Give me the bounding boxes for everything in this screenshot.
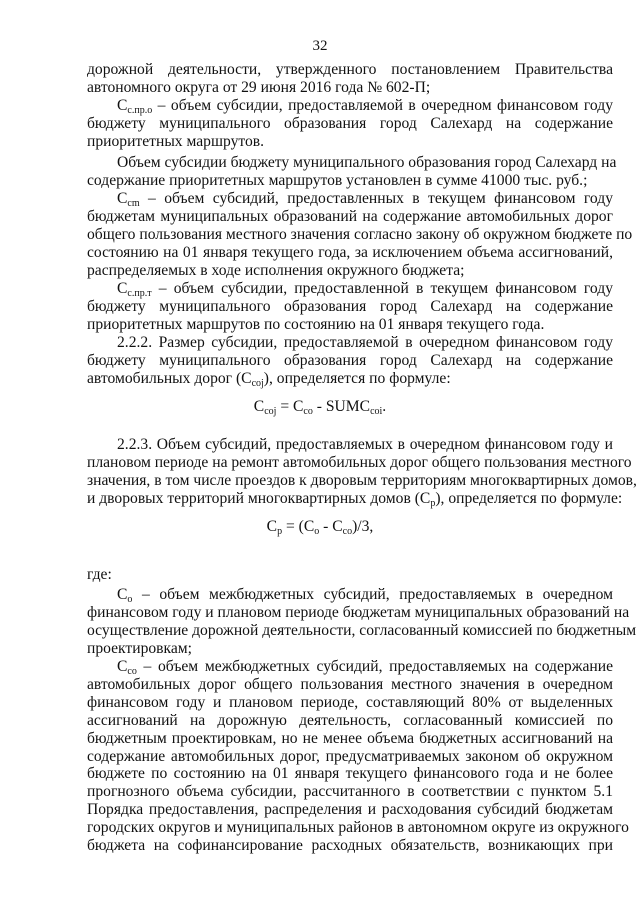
paragraph-co-definition bbox=[87, 586, 637, 658]
text-line: $С_{с.пр.т}$ – объем субсидии, предоставленной в текущем финансовом году bbox=[117, 280, 613, 299]
paragraph-2-2-2 bbox=[87, 334, 613, 388]
text-line: и дворовых территорий многоквартирных домов $(С_р)$, определяется по формуле: bbox=[87, 489, 623, 509]
text-line: автомобильных дорог $(С_{соj})$, определяется по формуле: bbox=[87, 369, 451, 389]
text-line: бюджету муниципального образования город Салехард на содержание bbox=[87, 297, 613, 315]
paragraph-csm-definition bbox=[87, 190, 633, 280]
text-line: дорожной деятельности, утвержденного постановлением Правительства bbox=[87, 61, 613, 78]
paragraph-road-activity bbox=[87, 61, 613, 97]
text-line: распределяемых в ходе исполнения окружного бюджета; bbox=[87, 261, 465, 279]
formula-csoj: $С_{соj} = С_{со}$ - $SUMС_{соi}$. bbox=[253, 398, 387, 417]
text-line: Порядка предоставления, распределения и расходования субсидий бюджетам bbox=[87, 801, 613, 819]
text-line: плановом периоде на ремонт автомобильных дорог общего пользования местного bbox=[87, 453, 632, 471]
text-line: содержание автомобильных дорог, предусматриваемых законом об окружном bbox=[87, 747, 613, 765]
text-line: ассигнований на дорожную деятельность, согласованный комиссией по bbox=[87, 711, 613, 729]
where-label: где: bbox=[87, 566, 112, 583]
text-line: бюджету муниципального образования город Салехард на содержание bbox=[87, 114, 613, 132]
text-line: $С_{с.пр.о}$ – объем субсидии, предоставляемой в очередном финансовом году bbox=[117, 97, 613, 116]
text-line: значения, в том числе проездов к дворовым территориям многоквартирных домов, bbox=[87, 471, 637, 489]
text-line: состоянию на 01 января текущего года, за исключением объема ассигнований, bbox=[87, 243, 613, 261]
text-line: бюджетам муниципальных образований на содержание автомобильных дорог bbox=[87, 207, 613, 225]
text-line: 2.2.3. Объем субсидий, предоставляемых в очередном финансовом году и bbox=[117, 436, 613, 453]
text-line: осуществление дорожной деятельности, согласованный комиссией по бюджетным bbox=[87, 621, 637, 639]
text-line: приоритетных маршрутов по состоянию на 01 января текущего года. bbox=[87, 315, 545, 333]
text-line: содержание приоритетных маршрутов установлен в сумме 41000 тыс. руб.; bbox=[87, 171, 588, 189]
text-line: автомобильных дорог общего пользования местного значения в очередном bbox=[87, 675, 613, 693]
text-line: $С_{сm}$ – объем субсидий, предоставленных в текущем финансовом году bbox=[117, 190, 613, 209]
paragraph-subsidy-volume bbox=[87, 154, 617, 190]
paragraph-cso-definition bbox=[87, 658, 629, 855]
text-line: $С_о$ – объем межбюджетных субсидий, предоставляемых в очередном bbox=[117, 586, 613, 605]
paragraph-2-2-3 bbox=[87, 436, 637, 509]
paragraph-csprio-definition bbox=[87, 97, 613, 151]
text-line: 2.2.2. Размер субсидии, предоставляемой в очередном финансовом году bbox=[117, 334, 613, 351]
text-line: бюджета на софинансирование расходных обязательств, возникающих при bbox=[87, 837, 613, 855]
text-line: автономного округа от 29 июня 2016 года № 602-П; bbox=[87, 78, 431, 96]
text-line: городских округов и муниципальных районов в автономном округе из окружного bbox=[87, 819, 629, 837]
paragraph-csprt-definition bbox=[87, 280, 613, 334]
text-line: бюджете по состоянию на 01 января текущего финансового года и не более bbox=[87, 765, 613, 783]
text-line: проектировкам; bbox=[87, 639, 192, 657]
text-line: бюджету муниципального образования город Салехард на содержание bbox=[87, 351, 613, 369]
text-line: Объем субсидии бюджету муниципального образования город Салехард на bbox=[117, 154, 617, 171]
formula-cp: $С_р = (С_о - С_{со})/3$, bbox=[266, 518, 374, 537]
text-line: $С_{со}$ – объем межбюджетных субсидий, предоставляемых на содержание bbox=[117, 658, 613, 677]
text-line: прогнозного объема субсидии, рассчитанного в соответствии с пунктом 5.1 bbox=[87, 783, 613, 801]
text-line: приоритетных маршрутов. bbox=[87, 132, 265, 150]
text-line: общего пользования местного значения согласно закону об окружном бюджете по bbox=[87, 225, 633, 243]
page-number: 32 bbox=[312, 38, 328, 54]
text-line: бюджетным проектировкам, но не менее объема бюджетных ассигнований на bbox=[87, 729, 613, 747]
text-line: финансовом году и плановом периоде, составляющий 80% от выделенных bbox=[87, 693, 613, 711]
text-line: финансовом году и плановом периоде бюджетам муниципальных образований на bbox=[87, 603, 630, 621]
